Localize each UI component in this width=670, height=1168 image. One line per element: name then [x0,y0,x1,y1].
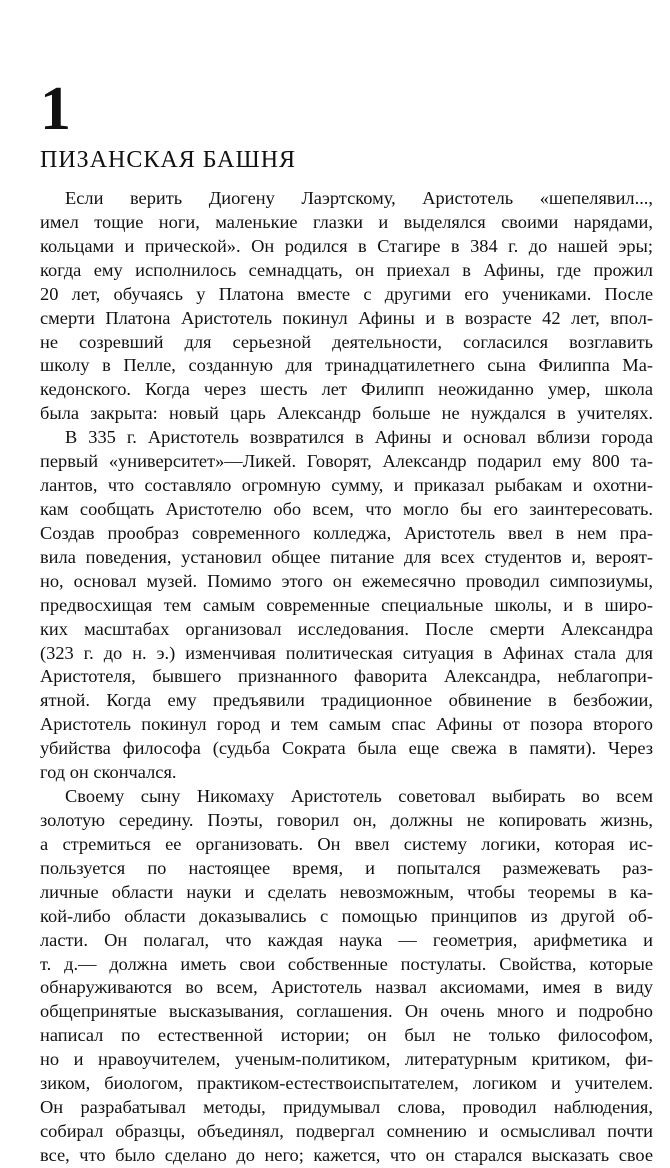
chapter-number: 1 [40,75,71,143]
text-line: а стремиться ее организовать. Он ввел систему логики, которая ис- [40,833,653,854]
text-line: обнаруживаются во всем, Аристотель назвал аксиомами, имея в виду [40,977,653,998]
text-line: ятной. Когда ему предъявили традиционное обвинение в безбожии, [40,690,653,711]
text-line: кам сообщать Аристотелю обо всем, что могло бы его заинтересовать. [40,498,653,519]
text-line: но, основал музей. Помимо этого он ежемесячно проводил симпозиумы, [40,570,653,591]
text-line: Своему сыну Никомаху Аристотель советовал выбирать во всем [65,786,653,807]
text-line: ких масштабах организовал исследования. После смерти Александра [40,618,653,639]
text-line: имел тощие ноги, маленькие глазки и выделялся своими нарядами, [40,211,653,232]
text-line: Создав прообраз современного колледжа, Аристотель ввел в нем пра- [40,522,653,543]
text-line: школу в Пелле, созданную для тринадцатилетнего сына Филиппа Ма- [40,355,653,376]
text-line: Он разрабатывал методы, придумывал слова, проводил наблюдения, [40,1097,653,1118]
text-line: все, что было сделано до него; кажется, что он старался высказать свое [40,1144,653,1165]
text-line: не созревший для серьезной деятельности, согласился возглавить [40,331,653,352]
text-line: 20 лет, обучаясь у Платона вместе с другими его учениками. После [40,283,653,304]
text-line: В 335 г. Аристотель возвратился в Афины и основал вблизи города [65,427,653,448]
text-line: вила поведения, установил общее питание для всех студентов и, вероят- [40,546,653,567]
text-line: золотую середину. Поэты, говорил он, должны не копировать жизнь, [40,809,653,830]
text-line: т. д.— должна иметь свои собственные постулаты. Свойства, которые [40,953,653,974]
text-line: написал по естественной истории; он был не только философом, [40,1025,653,1046]
body-text [40,187,653,1168]
text-line: ласти. Он полагал, что каждая наука — геометрия, арифметика и [40,929,653,950]
text-line: убийства философа (судьба Сократа была еще свежа в памяти). Через [40,738,653,759]
text-line: когда ему исполнилось семнадцать, он приехал в Афины, где прожил [40,259,653,280]
text-line: зиком, биологом, практиком-естествоиспытателем, логиком и учителем. [40,1073,653,1094]
text-line: была закрыта: новый царь Александр больше не нуждался в учителях. [40,403,653,424]
text-line: лантов, что составляло огромную сумму, и приказал рыбакам и охотни- [40,475,653,496]
text-line: первый «университет»—Ликей. Говорят, Александр подарил ему 800 та- [40,451,653,472]
text-line: общепринятые высказывания, соглашения. Он очень много и подробно [40,1001,653,1022]
text-line: смерти Платона Аристотель покинул Афины и в возрасте 42 лет, впол- [40,307,653,328]
text-line: но и нравоучителем, ученым-политиком, литературным критиком, фи- [40,1049,653,1070]
text-line: личные области науки и сделать невозможным, чтобы теоремы в ка- [40,881,653,902]
text-line: пользуется по настоящее время, и попытался размежевать раз- [40,857,653,878]
text-line: собирал образцы, объединял, подвергал сомнению и осмысливал почти [40,1120,653,1141]
text-line: кольцами и прической». Он родился в Стагире в 384 г. до нашей эры; [40,235,653,256]
text-line: предвосхищая тем самым современные специальные школы, и в широ- [40,594,653,615]
text-line: год он скончался. [40,762,177,783]
text-line: кедонского. Когда через шесть лет Филипп неожиданно умер, школа [40,379,653,400]
chapter-title: ПИЗАНСКАЯ БАШНЯ [40,147,297,173]
text-line: (323 г. до н. э.) изменчивая политическая ситуация в Афинах стала для [40,642,653,663]
text-line: Если верить Диогену Лаэртскому, Аристотель «шепелявил..., [65,188,653,208]
text-line: Аристотель покинул город и тем самым спас Афины от позора второго [40,714,653,735]
text-line: Аристотеля, бывшего признанного фаворита Александра, неблагопри- [40,666,653,687]
text-line: кой-либо области доказывались с помощью принципов из другой об- [40,905,653,926]
